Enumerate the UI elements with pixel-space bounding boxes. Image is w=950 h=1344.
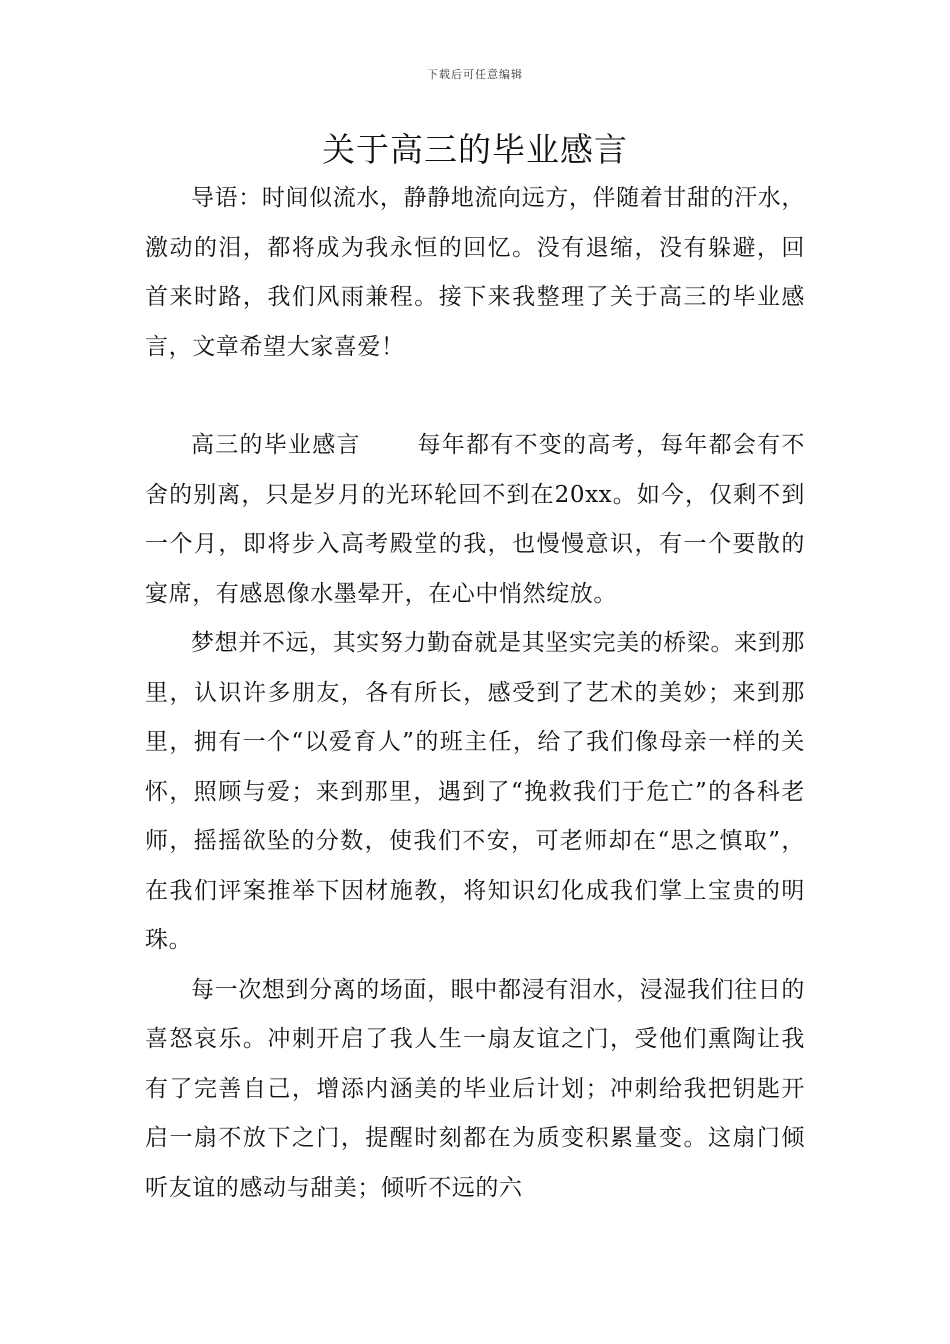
intro-paragraph: 导语：时间似流水，静静地流向远方，伴随着甘甜的汗水，激动的泪，都将成为我永恒的回忆。没有退缩，没有躲避，回首来时路，我们风雨兼程。接下来我整理了关于高三的毕业感言，文章希望大家喜爱！ (145, 185, 805, 360)
paragraph-2: 梦想并不远，其实努力勤奋就是其坚实完美的桥梁。来到那里，认识许多朋友，各有所长，感受到了艺术的美妙；来到那里，拥有一个“以爱育人”的班主任，给了我们像母亲一样的关怀，照顾与爱；来到那里，遇到了“挽救我们于危亡”的各科老师，摇摇欲坠的分数，使我们不安，可老师却在“思之慎取”，在我们评案推举下因材施教，将知识幻化成我们掌上宝贵的明珠。 (145, 630, 805, 953)
section-first-paragraph (145, 421, 805, 619)
paragraph-3: 每一次想到分离的场面，眼中都浸有泪水，浸湿我们往日的喜怒哀乐。冲刺开启了我人生一扇友谊之门，受他们熏陶让我有了完善自己，增添内涵美的毕业后计划；冲刺给我把钥匙开启一扇不放下之门，提醒时刻都在为质变积累量变。这扇门倾听友谊的感动与甜美；倾听不远的六 (145, 976, 805, 1201)
document-body (145, 174, 805, 1213)
paragraph-1-text: 每年都有不变的高考，每年都会有不舍的别离，只是岁月的光环轮回不到在20xx。如今，仅剩不到一个月，即将步入高考殿堂的我，也慢慢意识，有一个要散的宴席，有感恩像水墨晕开，在心中悄然绽放。 (145, 432, 805, 607)
document-title: 关于高三的毕业感言 (322, 130, 628, 169)
section-title: 高三的毕业感言 (191, 432, 361, 458)
header-note: 下载后可任意编辑 (427, 68, 523, 81)
